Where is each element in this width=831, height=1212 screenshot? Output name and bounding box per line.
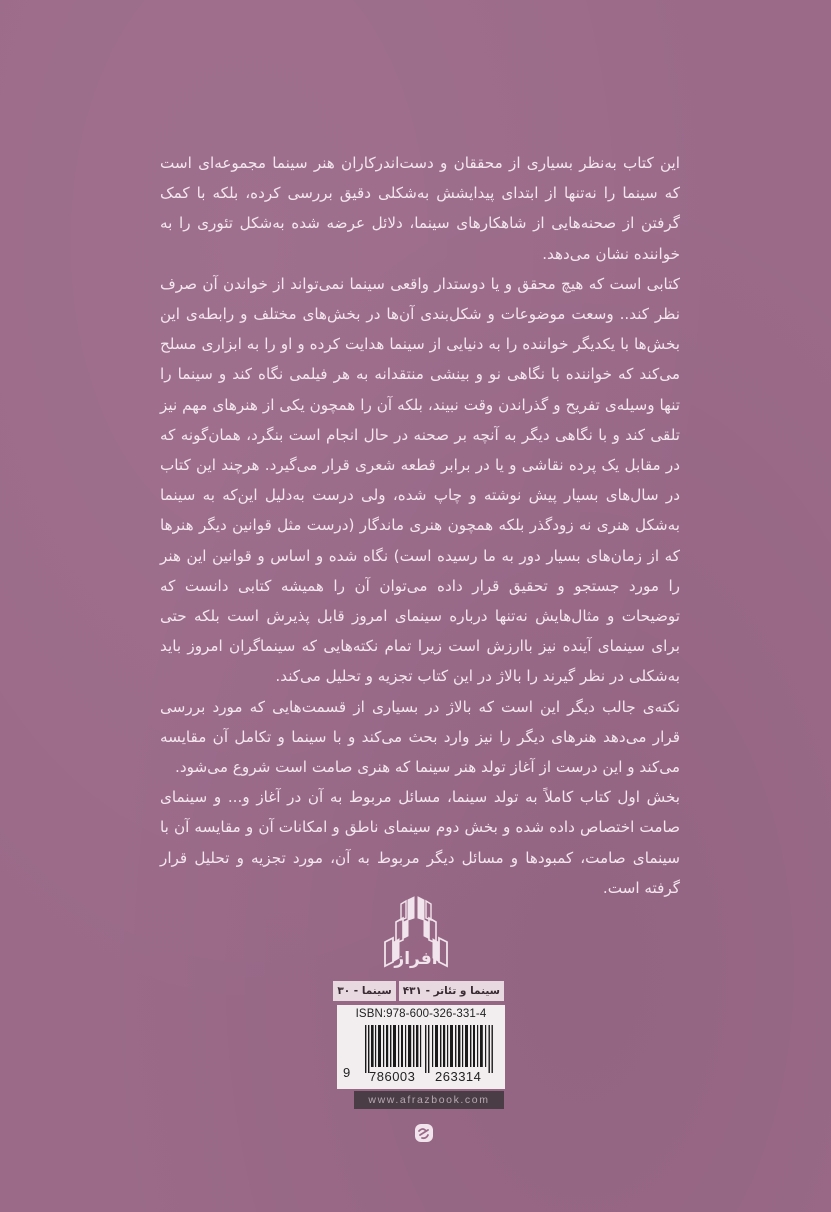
barcode-first-digit: 9: [343, 1065, 351, 1080]
barcode-bars-icon: [365, 1025, 493, 1073]
barcode-right-digits: 263314: [435, 1069, 482, 1084]
isbn-barcode: [337, 1005, 505, 1089]
series-main-label: سینما و تئاتر - ۴۳۱: [399, 981, 504, 1001]
publisher-logo-text: افراز: [394, 949, 438, 969]
blurb-paragraph-1: این کتاب به‌نظر بسیاری از محققان و دست‌اندرکاران هنر سینما مجموعه‌ای است که سینما را نه‌تنها از ابتدای پیدایشش به‌شکلی دقیق بررسی کرده، بلکه با کمک گرفتن از صحنه‌هایی از شاهکارهای سینما، دلائل عرضه شده به‌شکل تئوری را به خواننده نشان می‌دهد.: [160, 154, 680, 263]
blurb-paragraph-3: نکته‌ی جالب دیگر این است که بالاژ در بسیاری از قسمت‌هایی که مورد بررسی قرار می‌دهد هنرهای دیگر را نیز وارد بحث می‌کند و با سینما و تکامل آن مقایسه می‌کند و این درست از آغاز تولد هنر سینما که هنری صامت است شروع می‌شود.: [160, 697, 680, 777]
series-labels: [338, 981, 504, 1001]
isbn-label: ISBN:978-600-326-331-4: [355, 1008, 487, 1020]
barcode-digits: [337, 1065, 505, 1087]
barcode-left-digits: 786003: [369, 1069, 416, 1084]
blurb-paragraph-4: بخش اول کتاب کاملاً به تولد سینما، مسائل مربوط به آن در آغاز و... و سینمای صامت اختصاص داده شده و بخش دوم سینمای ناطق و امکانات آن و مقایسه آن با سینمای صامت، کمبودها و مسائل دیگر مربوط به آن، مورد تجزیه و تحلیل قرار گرفته است.: [160, 788, 680, 897]
blurb-paragraph-2: کتابی است که هیچ محقق و یا دوستدار واقعی سینما نمی‌تواند از خواندن آن صرف نظر کند.. وسعت موضوعات و شکل‌بندی آن‌ها در بخش‌های مختلف و رابطه‌ی این بخش‌ها با یکدیگر خواننده را به دنیایی از سینما هدایت کرده و او را به ابزاری مسلح می‌کند که خواننده با نگاهی نو و بینشی منتقدانه به هر فیلمی نگاه کند و سینما را تنها وسیله‌ی تفریح و گذراندن وقت نبیند، بلکه آن را همچون یکی از هنرهای مهم نیز تلقی کند و با نگاهی دیگر به آنچه بر صحنه در حال انجام است بنگرد، همان‌گونه که در مقابل یک پرده نقاشی و یا در برابر قطعه شعری قرار می‌گیرد. هرچند این کتاب در سال‌های بسیار پیش نوشته و چاپ شده، ولی درست به‌دلیل این‌که به سینما به‌شکل هنری نه زودگذر بلکه همچون هنری ماندگار (درست مثل قوانین دیگر هنرها که از زمان‌های بسیار دور به ما رسیده است) نگاه شده و اساس و قوانین این هنر را مورد جستجو و تحقیق قرار داده می‌توان آن را همیشه کتابی دانست که توضیحات و مثال‌هایش نه‌تنها درباره سینمای امروز قابل پذیرش است بلکه حتی برای سینمای آینده نیز باارزش است زیرا تمام نکته‌هایی که سینماگران امروز باید به‌شکلی در نظر گیرند را بالاژ در این کتاب تجزیه و تحلیل می‌کند.: [160, 274, 680, 686]
blurb-text: [160, 148, 680, 903]
publisher-website: www.afrazbook.com: [354, 1091, 504, 1109]
imprint-seal-logo-icon: [414, 1123, 434, 1143]
afraz-building-logo-icon: [368, 896, 464, 974]
series-sub-label: سینما - ۳۰: [333, 981, 395, 1001]
